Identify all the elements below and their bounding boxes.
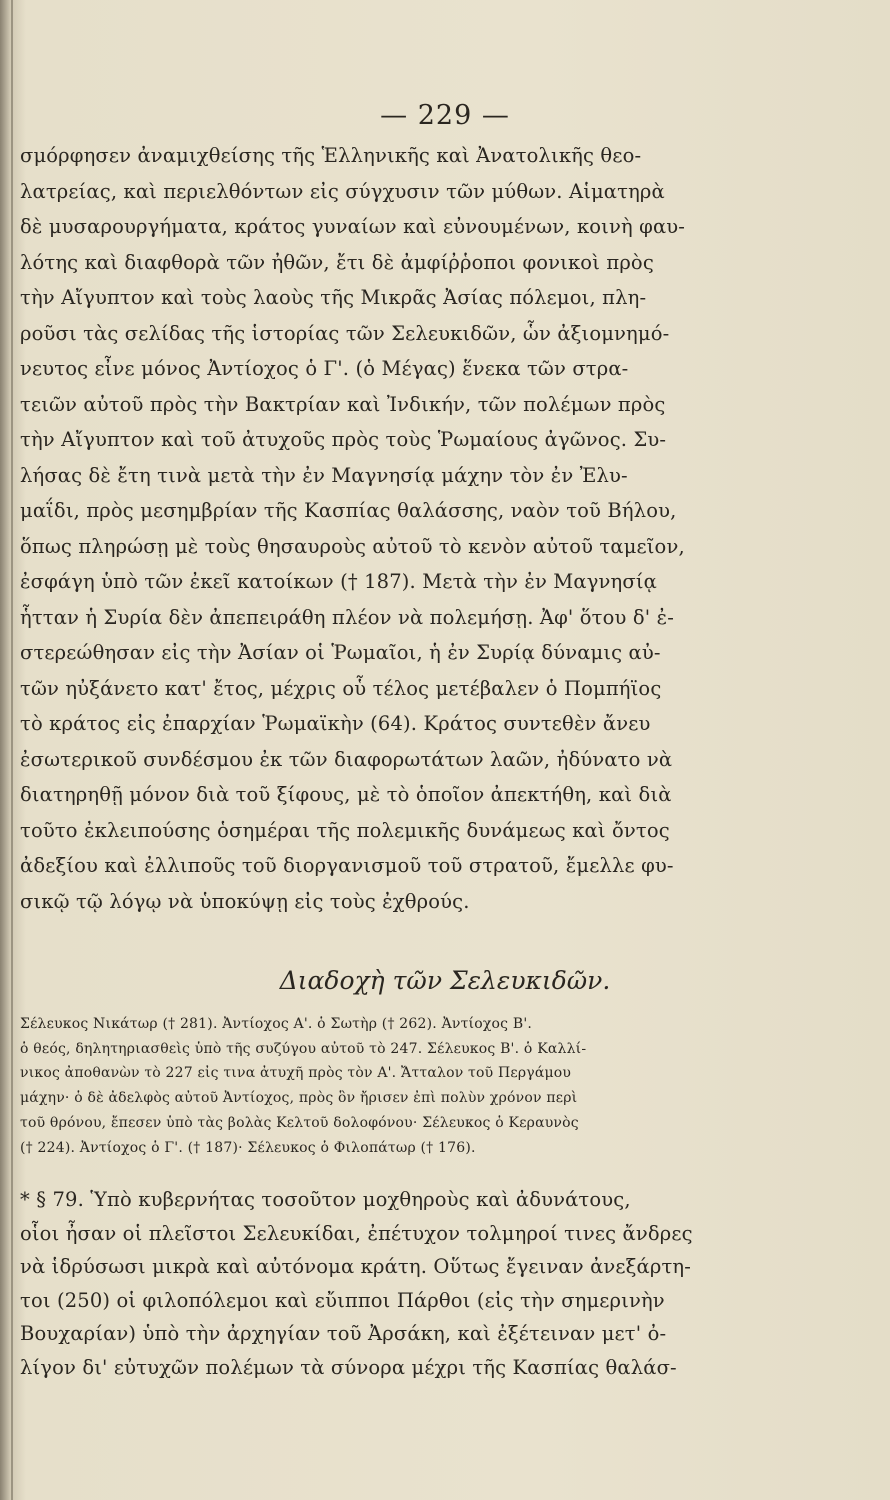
text-line: λίγον δι' εὐτυχῶν πολέμων τὰ σύνορα μέχρι τῆς Κασπίας θαλάσ- bbox=[20, 1355, 677, 1379]
text-line: τειῶν αὐτοῦ πρὸς τὴν Βακτρίαν καὶ Ἰνδικήν, τῶν πολέμων πρὸς bbox=[20, 392, 666, 416]
text-line: λατρείας, καὶ περιελθόντων εἰς σύγχυσιν τῶν μύθων. Αἱματηρὰ bbox=[20, 179, 665, 203]
binding-gutter bbox=[11, 0, 13, 1500]
text-line: * § 79. Ὑπὸ κυβερνήτας τοσοῦτον μοχθηροὺς καὶ ἀδυνάτους, bbox=[20, 1188, 631, 1211]
text-line: ἐσφάγη ὑπὸ τῶν ἐκεῖ κατοίκων († 187). Μετὰ τὴν ἐν Μαγνησίᾳ bbox=[20, 570, 657, 593]
main-paragraph bbox=[20, 138, 685, 919]
text-line: τῶν ηὐξάνετο κατ' ἔτος, μέχρις οὗ τέλος μετέβαλεν ὁ Πομπήϊος bbox=[20, 676, 662, 700]
text-line: ροῦσι τὰς σελίδας τῆς ἱστορίας τῶν Σελευκιδῶν, ὧν ἀξιομνημό- bbox=[20, 321, 670, 345]
text-line: τοῦτο ἐκλειπούσης ὁσημέραι τῆς πολεμικῆς δυνάμεως καὶ ὄντος bbox=[20, 818, 670, 842]
text-line: ἐσωτερικοῦ συνδέσμου ἐκ τῶν διαφορωτάτων λαῶν, ἠδύνατο νὰ bbox=[20, 747, 673, 771]
text-line: νευτος εἶνε μόνος Ἀντίοχος ὁ Γ'. (ὁ Μέγας) ἕνεκα τῶν στρα- bbox=[20, 357, 629, 380]
text-line: διατηρηθῇ μόνον διὰ τοῦ ξίφους, μὲ τὸ ὁποῖον ἀπεκτήθη, καὶ διὰ bbox=[20, 783, 672, 806]
text-line: ὅπως πληρώσῃ μὲ τοὺς θησαυροὺς αὐτοῦ τὸ κενὸν αὐτοῦ ταμεῖον, bbox=[20, 534, 685, 558]
succession-line: νικος ἀποθανὼν τὸ 227 εἰς τινα ἀτυχῆ πρὸς τὸν Α'. Ἄτταλον τοῦ Περγάμου bbox=[20, 1065, 572, 1082]
text-line: μαΐδι, πρὸς μεσημβρίαν τῆς Κασπίας θαλάσσης, ναὸν τοῦ Βήλου, bbox=[20, 499, 677, 522]
text-line: ἀδεξίου καὶ ἐλλιποῦς τοῦ διοργανισμοῦ τοῦ στρατοῦ, ἔμελλε φυ- bbox=[20, 854, 674, 877]
text-line: στερεώθησαν εἰς τὴν Ἀσίαν οἱ Ῥωμαῖοι, ἡ ἐν Συρίᾳ δύναμις αὐ- bbox=[20, 641, 661, 664]
succession-list bbox=[20, 1012, 586, 1160]
section-heading: Διαδοχὴ τῶν Σελευκιδῶν. bbox=[279, 966, 611, 995]
text-line: Βουχαρίαν) ὑπὸ τὴν ἀρχηγίαν τοῦ Ἀρσάκη, καὶ ἐξέτειναν μετ' ὀ- bbox=[20, 1322, 667, 1345]
succession-line: μάχην· ὁ δὲ ἀδελφὸς αὐτοῦ Ἀντίοχος, πρὸς ὃν ἤρισεν ἐπὶ πολὺν χρόνον περὶ bbox=[20, 1090, 578, 1107]
text-line: σικῷ τῷ λόγῳ νὰ ὑποκύψῃ εἰς τοὺς ἐχθρούς. bbox=[20, 889, 470, 913]
succession-line: Σέλευκος Νικάτωρ († 281). Ἀντίοχος Α'. ὁ Σωτὴρ († 262). Ἀντίοχος Β'. bbox=[20, 1016, 533, 1032]
text-line: τὴν Αἴγυπτον καὶ τοῦ ἀτυχοῦς πρὸς τοὺς Ῥωμαίους ἀγῶνος. Συ- bbox=[20, 428, 667, 451]
text-line: λήσας δὲ ἔτη τινὰ μετὰ τὴν ἐν Μαγνησίᾳ μάχην τὸν ἐν Ἐλυ- bbox=[20, 463, 628, 487]
text-line: τοι (250) οἱ φιλοπόλεμοι καὶ εὔιπποι Πάρθοι (εἰς τὴν σημερινὴν bbox=[20, 1288, 665, 1312]
page-number: — 229 — bbox=[380, 100, 510, 131]
text-line: οἷοι ἦσαν οἱ πλεῖστοι Σελευκίδαι, ἐπέτυχον τολμηροί τινες ἄνδρες bbox=[20, 1221, 693, 1245]
succession-line: τοῦ θρόνου, ἔπεσεν ὑπὸ τὰς βολὰς Κελτοῦ δολοφόνου· Σέλευκος ὁ Κεραυνὸς bbox=[20, 1114, 579, 1131]
text-line: δὲ μυσαρουργήματα, κράτος γυναίων καὶ εὐνουμένων, κοινὴ φαυ- bbox=[20, 215, 686, 238]
text-line: ἧτταν ἡ Συρία δὲν ἀπεπειράθη πλέον νὰ πολεμήσῃ. Ἀφ' ὅτου δ' ἐ- bbox=[20, 605, 674, 629]
text-line: τὴν Αἴγυπτον καὶ τοὺς λαοὺς τῆς Μικρᾶς Ἀσίας πόλεμοι, πλη- bbox=[20, 286, 647, 309]
text-line: τὸ κράτος εἰς ἐπαρχίαν Ῥωμαϊκὴν (64). Κράτος συντεθὲν ἄνευ bbox=[20, 712, 651, 735]
section-79-paragraph bbox=[20, 1183, 693, 1384]
text-line: νὰ ἱδρύσωσι μικρὰ καὶ αὐτόνομα κράτη. Οὕτως ἔγειναν ἀνεξάρτη- bbox=[20, 1255, 691, 1278]
succession-line: († 224). Ἀντίοχος ὁ Γ'. († 187)· Σέλευκος ὁ Φιλοπάτωρ († 176). bbox=[20, 1139, 476, 1156]
text-line: σμόρφησεν ἀναμιχθείσης τῆς Ἑλληνικῆς καὶ Ἀνατολικῆς θεο- bbox=[20, 144, 642, 167]
succession-line: ὁ θεός, δηλητηριασθεὶς ὑπὸ τῆς συζύγου αὐτοῦ τὸ 247. Σέλευκος Β'. ὁ Καλλί- bbox=[20, 1040, 587, 1057]
text-line: λότης καὶ διαφθορὰ τῶν ἠθῶν, ἔτι δὲ ἀμφίῤῥοποι φονικοὶ πρὸς bbox=[20, 250, 654, 274]
